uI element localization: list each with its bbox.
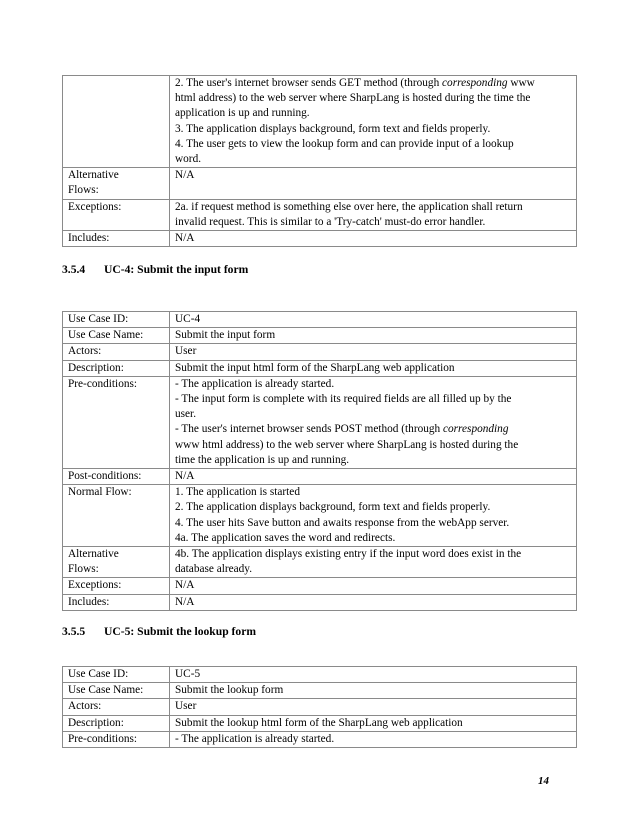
section-number: 3.5.4 bbox=[62, 263, 86, 276]
value-line: - The application is already started. bbox=[175, 377, 335, 390]
value-line: UC-5 bbox=[175, 668, 201, 680]
page-number: 14 bbox=[538, 775, 549, 787]
row-label: Use Case Name: bbox=[63, 328, 170, 344]
value-line: N/A bbox=[175, 169, 195, 182]
row-value bbox=[170, 731, 577, 747]
value-line: Submit the input html form of the SharpLang web application bbox=[175, 361, 455, 374]
row-label: Description: bbox=[63, 715, 170, 731]
row-label: Post-conditions: bbox=[63, 469, 170, 485]
row-label: Actors: bbox=[63, 699, 170, 715]
row-label: Normal Flow: bbox=[63, 485, 170, 547]
row-value bbox=[170, 312, 577, 328]
row-value bbox=[170, 376, 577, 468]
row-value bbox=[170, 76, 577, 168]
table-row bbox=[63, 683, 577, 699]
value-line: - The application is already started. bbox=[175, 732, 335, 745]
use-case-table-uc5 bbox=[62, 666, 577, 748]
value-line: User bbox=[175, 345, 197, 358]
table-row bbox=[63, 344, 577, 360]
row-label: Alternative Flows: bbox=[63, 168, 170, 199]
value-line: 2. The user's internet browser sends GET method (through corresponding www bbox=[175, 77, 535, 89]
value-line: 4b. The application displays existing entry if the input word does exist in the bbox=[175, 548, 522, 561]
table-row bbox=[63, 715, 577, 731]
value-line: N/A bbox=[175, 470, 195, 483]
table-row bbox=[63, 312, 577, 328]
row-value bbox=[170, 360, 577, 376]
table-row bbox=[63, 594, 577, 610]
value-line: 3. The application displays background, form text and fields properly. bbox=[175, 122, 491, 135]
row-label: Use Case ID: bbox=[63, 667, 170, 683]
emphasis: corresponding bbox=[443, 423, 509, 436]
row-value bbox=[170, 199, 577, 230]
row-value bbox=[170, 168, 577, 199]
row-value bbox=[170, 667, 577, 683]
value-line: User bbox=[175, 700, 197, 713]
table-row bbox=[63, 376, 577, 468]
row-value bbox=[170, 547, 577, 578]
value-line: 2. The application displays background, form text and fields properly. bbox=[175, 501, 491, 514]
value-line: 2a. if request method is something else over here, the application shall return bbox=[175, 200, 523, 213]
value-line: Submit the input form bbox=[175, 329, 276, 342]
value-line: Submit the lookup form bbox=[175, 684, 284, 697]
value-line: application is up and running. bbox=[175, 107, 310, 120]
table-row bbox=[63, 469, 577, 485]
emphasis: corresponding bbox=[442, 77, 508, 89]
row-label: Includes: bbox=[63, 594, 170, 610]
value-line: invalid request. This is similar to a 'Try-catch' must-do error handler. bbox=[175, 215, 486, 228]
row-value bbox=[170, 715, 577, 731]
use-case-table-continued bbox=[62, 75, 577, 247]
row-value bbox=[170, 469, 577, 485]
table-row bbox=[63, 699, 577, 715]
value-line: 1. The application is started bbox=[175, 486, 300, 499]
row-value bbox=[170, 699, 577, 715]
value-line: user. bbox=[175, 408, 197, 421]
section-title: UC-5: Submit the lookup form bbox=[104, 625, 257, 638]
row-value bbox=[170, 578, 577, 594]
table-row bbox=[63, 76, 577, 168]
row-label: Pre-conditions: bbox=[63, 731, 170, 747]
row-value bbox=[170, 328, 577, 344]
table-row bbox=[63, 168, 577, 199]
value-line: - The input form is complete with its required fields are all filled up by the bbox=[175, 393, 512, 406]
table-row bbox=[63, 731, 577, 747]
value-line: 4. The user gets to view the lookup form and can provide input of a lookup bbox=[175, 137, 514, 150]
row-label: Exceptions: bbox=[63, 199, 170, 230]
section-number: 3.5.5 bbox=[62, 625, 86, 638]
row-value bbox=[170, 231, 577, 247]
value-line: word. bbox=[175, 153, 202, 166]
row-label: Use Case ID: bbox=[63, 312, 170, 328]
row-label: Includes: bbox=[63, 231, 170, 247]
value-line: www html address) to the web server where SharpLang is hosted during the bbox=[175, 438, 519, 451]
value-line: N/A bbox=[175, 579, 195, 592]
value-line: N/A bbox=[175, 595, 195, 608]
row-value bbox=[170, 344, 577, 360]
row-value bbox=[170, 594, 577, 610]
value-line: UC-4 bbox=[175, 313, 201, 325]
row-label: Actors: bbox=[63, 344, 170, 360]
section-heading-uc5 bbox=[62, 625, 256, 638]
row-label: Pre-conditions: bbox=[63, 376, 170, 468]
value-line: database already. bbox=[175, 563, 253, 576]
value-line: N/A bbox=[175, 232, 195, 245]
use-case-table-uc4 bbox=[62, 311, 577, 611]
value-line: html address) to the web server where SharpLang is hosted during the time the bbox=[175, 92, 531, 105]
row-label: Description: bbox=[63, 360, 170, 376]
row-label bbox=[63, 76, 170, 168]
value-line: time the application is up and running. bbox=[175, 453, 350, 466]
table-row bbox=[63, 231, 577, 247]
row-label: Exceptions: bbox=[63, 578, 170, 594]
table-row bbox=[63, 328, 577, 344]
value-line: - The user's internet browser sends POST method (through corresponding bbox=[175, 423, 509, 436]
table-row bbox=[63, 360, 577, 376]
table-row bbox=[63, 485, 577, 547]
table-row bbox=[63, 578, 577, 594]
section-title: UC-4: Submit the input form bbox=[104, 263, 249, 276]
table-row bbox=[63, 199, 577, 230]
row-value bbox=[170, 683, 577, 699]
value-line: 4. The user hits Save button and awaits response from the webApp server. bbox=[175, 516, 510, 529]
value-line: 4a. The application saves the word and redirects. bbox=[175, 531, 396, 544]
row-label: Alternative Flows: bbox=[63, 547, 170, 578]
section-heading-uc4 bbox=[62, 263, 248, 276]
row-label: Use Case Name: bbox=[63, 683, 170, 699]
table-row bbox=[63, 547, 577, 578]
table-row bbox=[63, 667, 577, 683]
row-value bbox=[170, 485, 577, 547]
value-line: Submit the lookup html form of the SharpLang web application bbox=[175, 716, 463, 729]
